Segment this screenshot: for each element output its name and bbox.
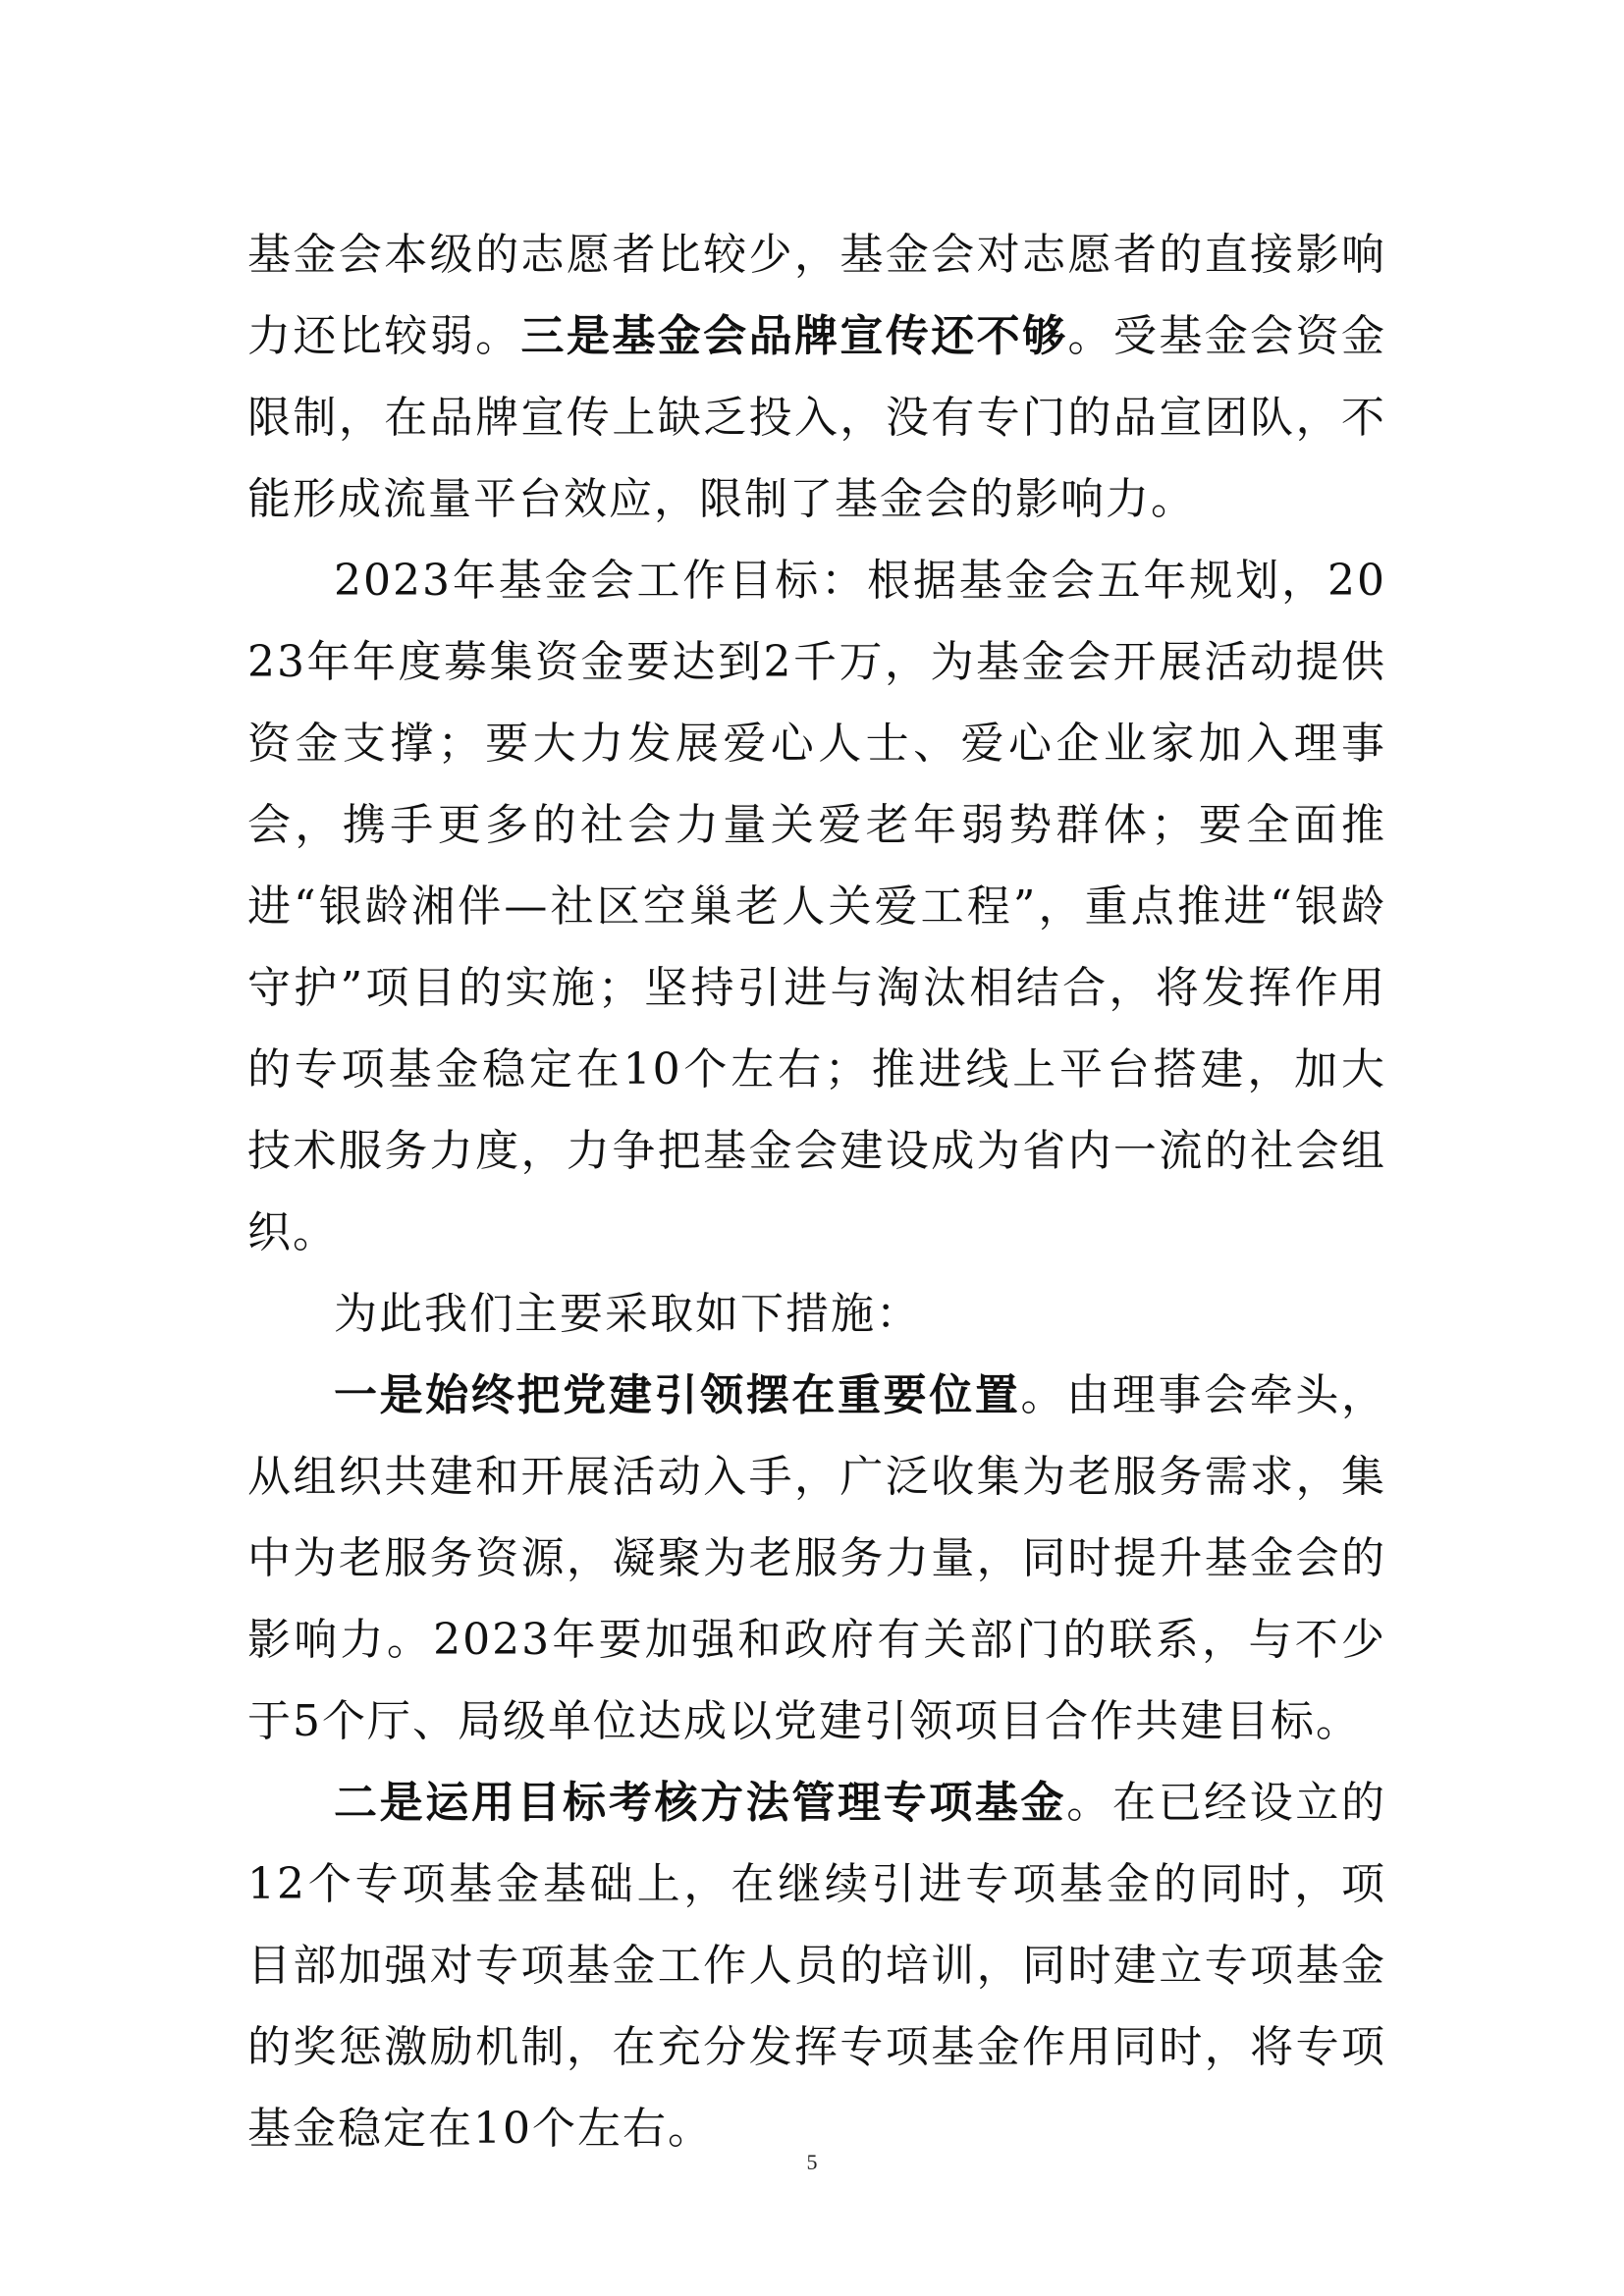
paragraph-4 (247, 1355, 1386, 1762)
page-number: 5 (806, 2150, 818, 2174)
paragraph-1-text-2: 。受基金会资金限制，在品牌宣传上缺乏投入，没有专门的品宣团队，不能形成流量平台效应，限制了基金会的影响力。 (247, 311, 1386, 524)
paragraph-3 (247, 1273, 1386, 1355)
paragraph-2 (247, 540, 1386, 1273)
paragraph-5 (247, 1762, 1386, 2169)
paragraph-2-text: 2023年基金会工作目标：根据基金会五年规划，2023年年度募集资金要达到2千万，为基金会开展活动提供资金支撑；要大力发展爱心人士、爱心企业家加入理事会，携手更多的社会力量关爱老年弱势群体；要全面推进“银龄湘伴—社区空巢老人关爱工程”，重点推进“银龄守护”项目的实施；坚持引进与淘汰相结合，将发挥作用的专项基金稳定在10个左右；推进线上平台搭建，加大技术服务力度，力争把基金会建设成为省内一流的社会组织。 (247, 556, 1386, 1257)
paragraph-4-heading: 一是始终把党建引领摆在重要位置 (334, 1370, 1021, 1420)
paragraph-5-heading: 二是运用目标考核方法管理专项基金 (334, 1778, 1067, 1828)
body-text (247, 214, 1386, 2169)
paragraph-5-text: 。在已经设立的12个专项基金基础上，在继续引进专项基金的同时，项目部加强对专项基金工作人员的培训，同时建立专项基金的奖惩激励机制，在充分发挥专项基金作用同时，将专项基金稳定在10个左右。 (247, 1778, 1387, 2154)
paragraph-1-heading: 三是基金会品牌宣传还不够 (520, 311, 1068, 361)
paragraph-4-text: 。由理事会牵头，从组织共建和开展活动入手，广泛收集为老服务需求，集中为老服务资源，凝聚为老服务力量，同时提升基金会的影响力。2023年要加强和政府有关部门的联系，与不少于5个厅、局级单位达成以党建引领项目合作共建目标。 (247, 1370, 1387, 1746)
paragraph-1-text: 基金会本级的志愿者比较少，基金会对志愿者的直接影响力还比较弱。 (247, 230, 1386, 361)
paragraph-1 (247, 214, 1386, 540)
paragraph-3-text: 为此我们主要采取如下措施： (334, 1289, 921, 1339)
